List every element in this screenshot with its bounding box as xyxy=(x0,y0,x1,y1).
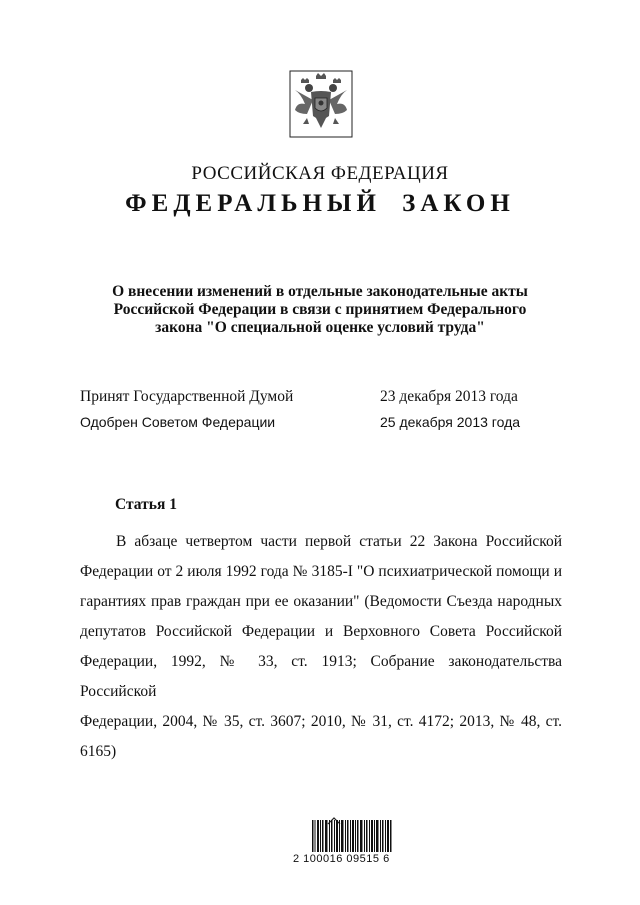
law-title-line: Российской Федерации в связи с принятием Федерального xyxy=(113,301,527,318)
barcode-number: 2 100016 09515 6 xyxy=(293,853,390,865)
barcode-icon xyxy=(312,820,392,852)
barcode-mark-icon xyxy=(327,812,341,820)
law-title-line: закона "О специальной оценке условий труда" xyxy=(155,319,485,336)
adoption-label: Принят Государственной Думой xyxy=(80,388,294,405)
adoption-date: 23 декабря 2013 года xyxy=(380,388,518,405)
article-title: Статья 1 xyxy=(115,496,177,513)
article-line: депутатов Российской Федерации и Верховного Совета Российской xyxy=(80,623,562,640)
law-title-line: О внесении изменений в отдельные законодательные акты xyxy=(112,283,528,300)
coat-of-arms-icon xyxy=(289,70,353,138)
article-line: гарантиях прав граждан при ее оказании" (Ведомости Съезда народных xyxy=(80,593,562,610)
article-line: Федерации, 1992, № 33, ст. 1913; Собрание законодательства Российской xyxy=(80,653,562,700)
adoption-date: 25 декабря 2013 года xyxy=(380,414,521,430)
country-heading: РОССИЙСКАЯ ФЕДЕРАЦИЯ xyxy=(191,163,449,184)
law-type-heading: ФЕДЕРАЛЬНЫЙ ЗАКОН xyxy=(125,190,515,217)
law-title xyxy=(60,283,580,337)
article-line: Федерации от 2 июля 1992 года № 3185-I "О психиатрической помощи и xyxy=(80,563,562,580)
article-body xyxy=(80,527,562,767)
adoption-label: Одобрен Советом Федерации xyxy=(80,414,276,430)
article-line: Федерации, 2004, № 35, ст. 3607; 2010, № 31, ст. 4172; 2013, № 48, ст. 6165) xyxy=(80,713,562,760)
article-line: В абзаце четвертом части первой статьи 22 Закона Российской xyxy=(116,533,562,550)
